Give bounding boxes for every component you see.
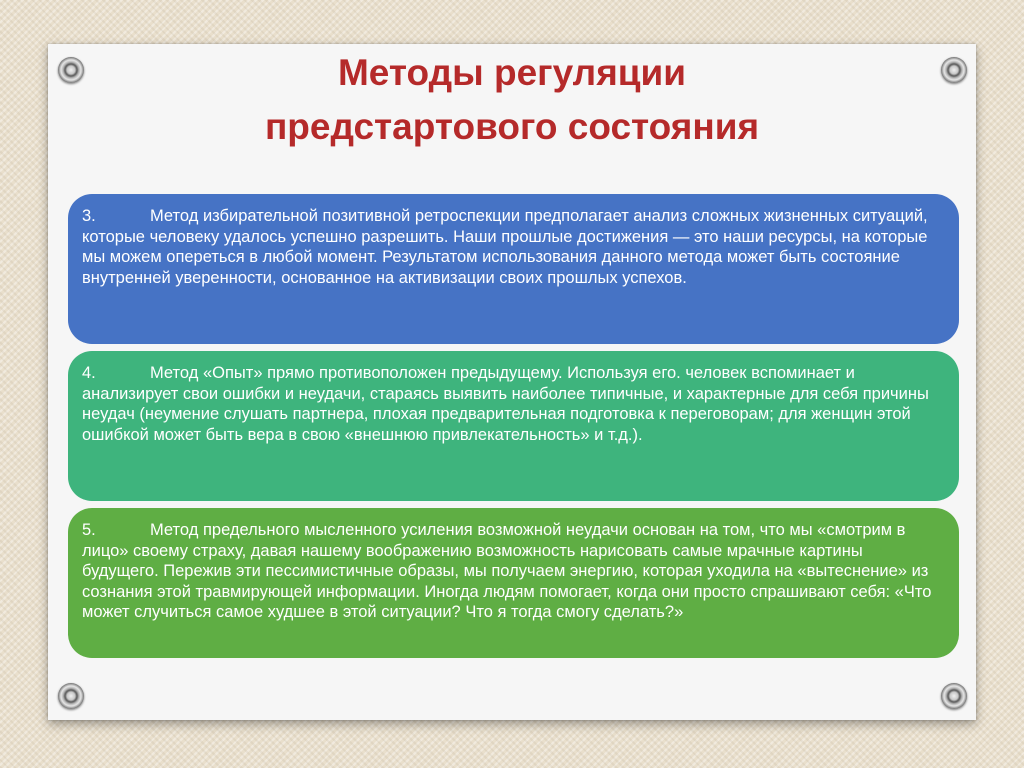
title-line-2: предстартового состояния: [264, 106, 760, 147]
method-text: Метод «Опыт» прямо противоположен предыдущему. Используя его. человек вспоминает и анализирует свои ошибки и неудачи, стараясь выявить наиболее типичные, и характерные для себя причины неудач (неумение слушать партнера, плохая предварительная подготовка к переговорам; для женщин этой ошибкой может быть вера в свою «внешнюю привлекательность» и т.д.).: [82, 364, 929, 444]
method-block-3: [68, 194, 959, 344]
method-number: 4.: [82, 364, 96, 382]
title-line-1: Методы регуляции: [337, 52, 687, 93]
pushpin-icon: [58, 683, 84, 709]
method-text: Метод избирательной позитивной ретроспекции предполагает анализ сложных жизненных ситуаций, которые человеку удалось успешно разрешить. Наши прошлые достижения — это наши ресурсы, на которые мы можем опереться в любой момент. Результатом использования данного метода может быть состояние внутренней уверенности, основанное на активизации своих прошлых успехов.: [82, 207, 928, 287]
page-title: [48, 46, 976, 154]
method-number: 3.: [82, 207, 96, 225]
method-block-5: [68, 508, 959, 658]
method-text: Метод предельного мысленного усиления возможной неудачи основан на том, что мы «смотрим в лицо» своему страху, давая нашему воображению возможность нарисовать самые мрачные картины будущего. Пережив эти пессимистичные образы, мы получаем энергию, которая уходила на «вытеснение» из сознания этой травмирующей информации. Иногда людям помогает, когда они просто спрашивают себя: «Что может случиться самое худшее в этой ситуации? Что я тогда смогу сделать?»: [82, 521, 932, 621]
method-block-4: [68, 351, 959, 501]
method-number: 5.: [82, 521, 96, 539]
pushpin-icon: [941, 683, 967, 709]
